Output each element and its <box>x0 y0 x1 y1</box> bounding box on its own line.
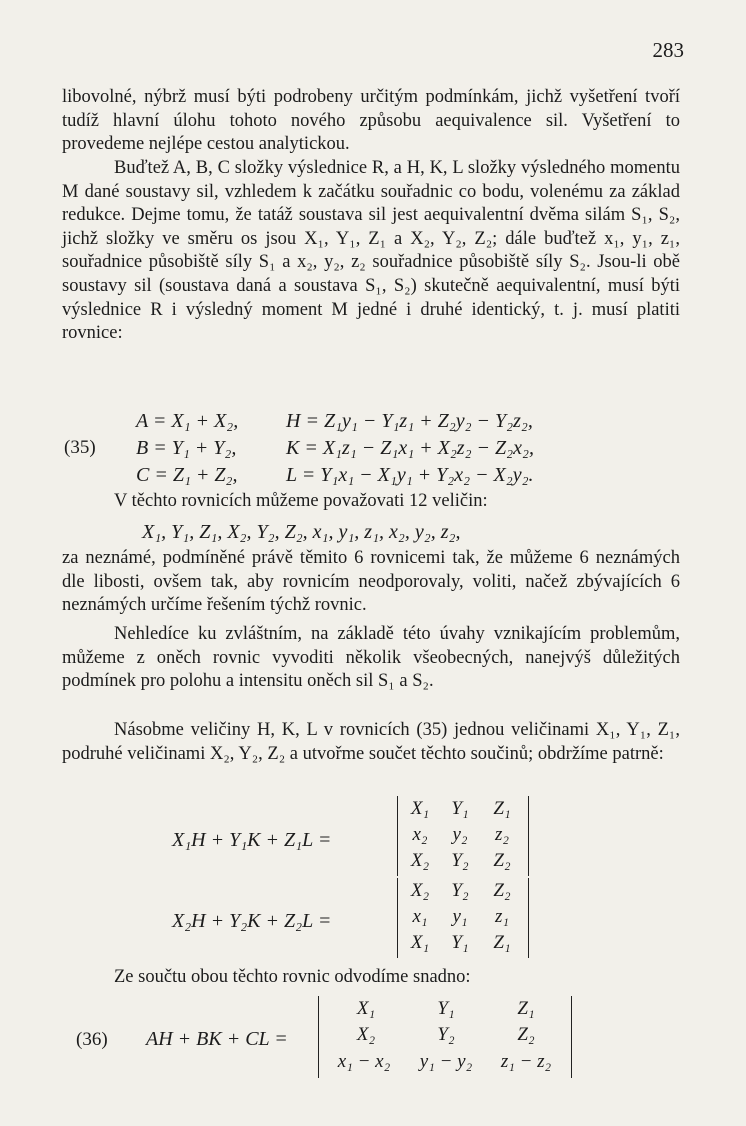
det36-cell: z₁ − z₂ <box>500 1051 552 1072</box>
eq35-row1-a: A = X₁ + X₂, <box>136 410 239 432</box>
paragraph-1: libovolné, nýbrž musí býti podrobeny určitým podmínkám, jichž vyšetření tvoří tudíž hlavní úlohu tohoto nového způsobu aequivalence sil. Vyšetření to provedeme nejlépe cestou analytickou. <box>62 87 680 155</box>
det2-cell: X₁ <box>410 932 430 953</box>
eq35-row2-b: K = X₁z₁ − Z₁x₁ + X₂z₂ − Z₂x₂, <box>286 437 534 459</box>
determinant-36 <box>318 996 572 1078</box>
det1-cell: z₂ <box>495 824 509 845</box>
det36-cell: Y₂ <box>437 1024 455 1045</box>
paragraph-7: Ze součtu obou těchto rovnic odvodíme snadno: <box>114 967 471 987</box>
det1-cell: Y₂ <box>451 850 469 871</box>
det36-cell: x₁ − x₂ <box>337 1051 391 1072</box>
paragraph-4: za neznámé, podmíněné právě těmito 6 rovnicemi tak, že můžeme 6 neznámých dle libosti, ovšem tak, aby rovnicím neodporovaly, voliti, načež zbývajících 6 neznámých určíme řešením týchž rovnic. <box>62 548 680 616</box>
paragraph-3: V těchto rovnicích můžeme považovati 12 veličin: <box>114 491 488 511</box>
det36-cell: Y₁ <box>437 998 455 1019</box>
eq36-lhs: AH + BK + CL = <box>146 1028 288 1050</box>
det2-cell: x₁ <box>412 906 428 927</box>
det2-cell: X₂ <box>410 880 430 901</box>
det2-cell: Z₁ <box>493 932 511 953</box>
det1-cell: y₂ <box>452 824 468 845</box>
det2-lhs: X₂H + Y₂K + Z₂L = <box>172 910 332 932</box>
unknowns-list: X₁, Y₁, Z₁, X₂, Y₂, Z₂, x₁, y₁, z₁, x₂, y₂, z₂, <box>142 521 461 543</box>
det36-cell: Z₂ <box>517 1024 535 1045</box>
determinant-1 <box>397 796 529 876</box>
det36-cell: X₁ <box>356 998 376 1019</box>
det36-cell: X₂ <box>356 1024 376 1045</box>
det1-cell: Z₁ <box>493 798 511 819</box>
page-number: 283 <box>652 38 684 62</box>
paragraph-6: Násobme veličiny H, K, L v rovnicích (35) jednou veličinami X₁, Y₁, Z₁, podruhé veličinami X₂, Y₂, Z₂ a utvořme součet těchto součinů; obdržíme patrně: <box>62 720 680 764</box>
det1-cell: Z₂ <box>493 850 511 871</box>
det1-cell: X₁ <box>410 798 430 819</box>
det2-cell: z₁ <box>495 906 509 927</box>
equation-number-36: (36) <box>76 1029 108 1050</box>
paragraph-2: Buďtež A, B, C složky výslednice R, a H, K, L složky výsledného momentu M dané soustavy sil, vzhledem k začátku souřadnic co bodu, volenému za základ redukce. Dejme tomu, že tatáž soustava sil jest aequivalentní dvěma silám S₁, S₂, jichž složky ve směru os jsou X₁, Y₁, Z₁ a X₂, Y₂, Z₂; dále buďtež x₁, y₁, z₁, souřadnice působiště síly S₁ a x₂, y₂, z₂ souřadnice působiště síly S₂. Jsou-li obě soustavy sil (soustava daná a soustava S₁, S₂) skutečně aequivalentní, musí býti výslednice R i výsledný moment M jedné i druhé identický, t. j. musí platiti rovnice: <box>62 158 680 344</box>
equation-number-35: (35) <box>64 437 96 458</box>
det36-cell: Z₁ <box>517 998 535 1019</box>
det1-cell: Y₁ <box>451 798 469 819</box>
eq35-row3-a: C = Z₁ + Z₂, <box>136 464 238 486</box>
det1-lhs: X₁H + Y₁K + Z₁L = <box>172 829 332 851</box>
eq35-row2-a: B = Y₁ + Y₂, <box>136 437 237 459</box>
det2-cell: Y₂ <box>451 880 469 901</box>
det36-cell: y₁ − y₂ <box>419 1051 473 1072</box>
det2-cell: Y₁ <box>451 932 469 953</box>
det2-cell: Z₂ <box>493 880 511 901</box>
det2-cell: y₁ <box>452 906 468 927</box>
det1-cell: X₂ <box>410 850 430 871</box>
determinant-2 <box>397 878 529 958</box>
eq35-row3-b: L = Y₁x₁ − X₁y₁ + Y₂x₂ − X₂y₂. <box>286 464 534 486</box>
paragraph-5: Nehledíce ku zvláštním, na základě této úvahy vznikajícím problemům, můžeme z oněch rovnic vyvoditi několik všeobecných, nanejvýš důležitých podmínek pro polohu a intensitu oněch sil S₁ a S₂. <box>62 624 680 692</box>
det1-cell: x₂ <box>412 824 428 845</box>
eq35-row1-b: H = Z₁y₁ − Y₁z₁ + Z₂y₂ − Y₂z₂, <box>286 410 533 432</box>
